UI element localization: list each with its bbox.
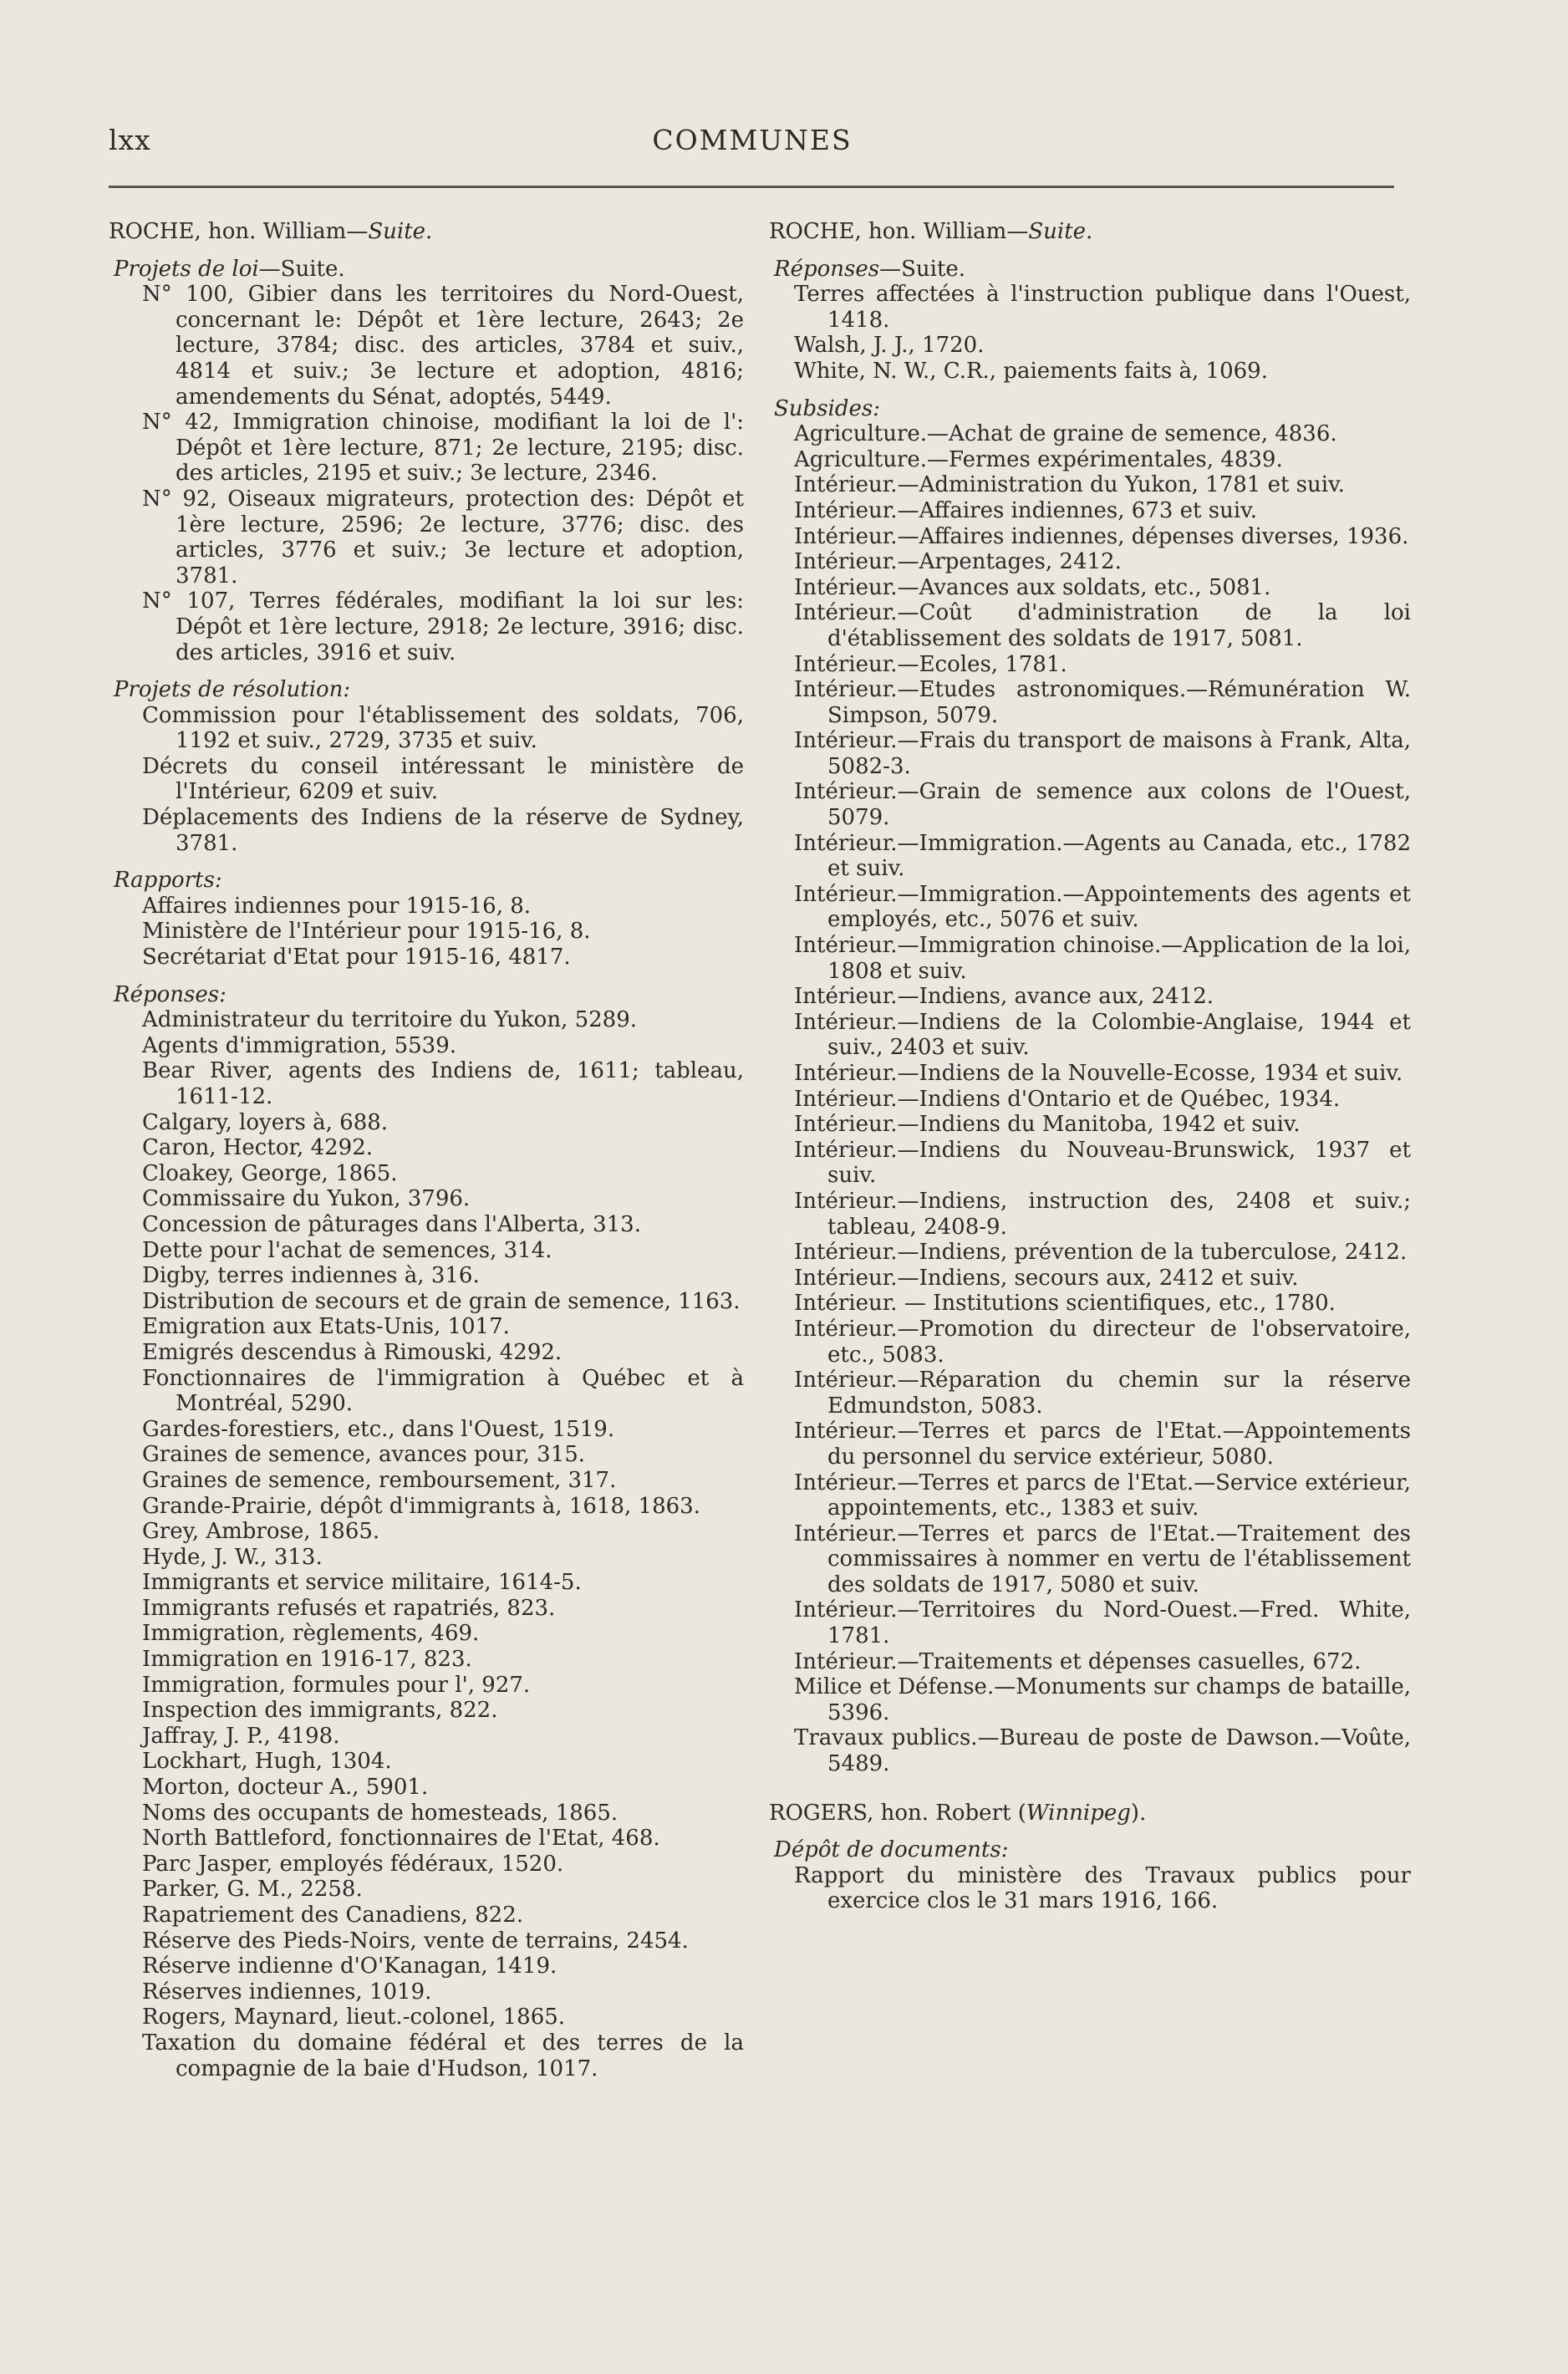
index-entry: Grey, Ambrose, 1865.	[142, 1519, 380, 1545]
index-entry: Emigrés descendus à Rimouski, 4292.	[142, 1339, 563, 1365]
index-entry: Intérieur.—Indiens d'Ontario et de Québec, 1934.	[794, 1086, 1341, 1112]
index-entry: Agriculture.—Fermes expérimentales, 4839.	[794, 446, 1283, 472]
index-entry: Hyde, J. W., 313.	[142, 1544, 323, 1570]
index-entry: Intérieur.—Indiens, instruction des, 2408 et suiv.; tableau, 2408-9.	[794, 1188, 1411, 1240]
index-entry: Intérieur.—Frais du transport de maisons à Frank, Alta, 5082-3.	[794, 728, 1411, 779]
index-entry: Réserve des Pieds-Noirs, vente de terrains, 2454.	[142, 1928, 689, 1954]
index-entry: Morton, docteur A., 5901.	[142, 1775, 429, 1801]
index-entry: Intérieur.—Réparation du chemin sur la réserve Edmundston, 5083.	[794, 1368, 1411, 1419]
index-entry: Intérieur.—Terres et parcs de l'Etat.—Traitement des commissaires à nommer en vertu de l'établissement des soldats de 1917, 5080 et suiv.	[794, 1521, 1411, 1597]
index-entry: Intérieur.—Grain de semence aux colons de l'Ouest, 5079.	[794, 779, 1411, 831]
index-entry: Réserves indiennes, 1019.	[142, 1979, 432, 2005]
index-entry: Intérieur.—Etudes astronomiques.—Rémunération W. Simpson, 5079.	[794, 677, 1411, 728]
index-entry: Intérieur.—Indiens, prévention de la tuberculose, 2412.	[794, 1240, 1408, 1266]
index-entry: Dette pour l'achat de semences, 314.	[142, 1237, 552, 1263]
index-entry: Immigrants et service militaire, 1614-5.	[142, 1570, 582, 1596]
index-entry: N° 100, Gibier dans les territoires du Nord-Ouest, concernant le: Dépôt et 1ère lecture, 2643; 2e lecture, 3784; disc. des articles, 3784 et suiv., 4814 et suiv.; 3e lecture et adoption, 4816; amendements du Sénat, adoptés, 5449.	[142, 282, 744, 410]
section-heading: Dépôt de documents:	[774, 1837, 1009, 1863]
index-entry: Intérieur.—Promotion du directeur de l'observatoire, etc., 5083.	[794, 1316, 1411, 1368]
index-entry: Grande-Prairie, dépôt d'immigrants à, 1618, 1863.	[142, 1493, 700, 1519]
index-entry: Emigration aux Etats-Unis, 1017.	[142, 1314, 510, 1340]
index-entry: Intérieur.—Immigration chinoise.—Application de la loi, 1808 et suiv.	[794, 933, 1411, 984]
index-entry: Walsh, J. J., 1720.	[794, 333, 985, 359]
index-entry: Fonctionnaires de l'immigration à Québec et à Montréal, 5290.	[142, 1365, 744, 1417]
index-entry: Rapatriement des Canadiens, 822.	[142, 1903, 524, 1928]
person-heading-2: ROGERS, hon. Robert (Winnipeg).	[769, 1800, 1147, 1826]
index-entry: North Battleford, fonctionnaires de l'Etat, 468.	[142, 1826, 660, 1852]
index-entry: Terres affectées à l'instruction publique dans l'Ouest, 1418.	[794, 282, 1411, 333]
index-entry: Décrets du conseil intéressant le ministère de l'Intérieur, 6209 et suiv.	[142, 753, 744, 805]
index-entry: Jaffray, J. P., 4198.	[142, 1723, 340, 1749]
index-entry: Intérieur.—Traitements et dépenses casuelles, 672.	[794, 1648, 1362, 1674]
index-entry: Intérieur.—Indiens, secours aux, 2412 et suiv.	[794, 1265, 1299, 1291]
index-entry: Graines de semence, remboursement, 317.	[142, 1467, 617, 1493]
index-entry: N° 107, Terres fédérales, modifiant la loi sur les: Dépôt et 1ère lecture, 2918; 2e lecture, 3916; disc. des articles, 3916 et suiv.	[142, 588, 744, 665]
index-entry: Intérieur.—Territoires du Nord-Ouest.—Fred. White, 1781.	[794, 1597, 1411, 1649]
section-heading: Rapports:	[114, 868, 222, 894]
left-column	[109, 219, 744, 2081]
index-entry: Affaires indiennes pour 1915-16, 8.	[142, 893, 532, 919]
page-header	[109, 124, 1396, 166]
section-heading: Projets de résolution:	[114, 677, 351, 703]
header-rule	[109, 186, 1394, 188]
index-entry: Intérieur.—Indiens de la Colombie-Anglaise, 1944 et suiv., 2403 et suiv.	[794, 1009, 1411, 1061]
index-entry: Agriculture.—Achat de graine de semence, 4836.	[794, 421, 1337, 447]
section-heading: Réponses:	[114, 981, 227, 1007]
index-entry: Graines de semence, avances pour, 315.	[142, 1442, 586, 1468]
section-heading: Projets de loi—Suite.	[114, 256, 345, 282]
page-title: COMMUNES	[652, 124, 853, 156]
index-entry: Noms des occupants de homesteads, 1865.	[142, 1800, 619, 1826]
index-entry: Ministère de l'Intérieur pour 1915-16, 8.	[142, 919, 591, 945]
index-entry: Intérieur.—Indiens de la Nouvelle-Ecosse, 1934 et suiv.	[794, 1061, 1403, 1086]
section-heading: Réponses—Suite.	[774, 256, 966, 282]
index-entry: Intérieur.—Affaires indiennes, 673 et suiv.	[794, 497, 1258, 523]
index-entry: Intérieur. — Institutions scientifiques, etc., 1780.	[794, 1291, 1336, 1317]
index-entry: Taxation du domaine fédéral et des terres de la compagnie de la baie d'Hudson, 1017.	[142, 2030, 744, 2081]
index-entry: Calgary, loyers à, 688.	[142, 1109, 389, 1135]
section-heading: Subsides:	[774, 395, 880, 421]
index-entry: Parker, G. M., 2258.	[142, 1877, 363, 1903]
index-entry: Digby, terres indiennes à, 316.	[142, 1263, 480, 1289]
index-entry: Intérieur.—Indiens du Nouveau-Brunswick, 1937 et suiv.	[794, 1137, 1411, 1189]
index-entry: Intérieur.—Avances aux soldats, etc., 5081.	[794, 574, 1271, 600]
index-entry: White, N. W., C.R., paiements faits à, 1069.	[794, 358, 1268, 384]
index-entry: Intérieur.—Terres et parcs de l'Etat.—Appointements du personnel du service extérieur, 5080.	[794, 1419, 1411, 1470]
index-entry: Immigrants refusés et rapatriés, 823.	[142, 1595, 556, 1621]
index-entry: Intérieur.—Affaires indiennes, dépenses diverses, 1936.	[794, 523, 1409, 549]
index-entry: Commission pour l'établissement des soldats, 706, 1192 et suiv., 2729, 3735 et suiv.	[142, 702, 744, 754]
left-sections	[109, 257, 744, 2082]
person-heading: ROCHE, hon. William—Suite.	[769, 219, 1093, 244]
index-entry: Administrateur du territoire du Yukon, 5289.	[142, 1007, 638, 1033]
index-entry: Travaux publics.—Bureau de poste de Dawson.—Voûte, 5489.	[794, 1725, 1411, 1777]
index-entry: Intérieur.—Coût d'administration de la loi d'établissement des soldats de 1917, 5081.	[794, 600, 1411, 651]
index-entry: Caron, Hector, 4292.	[142, 1135, 374, 1161]
index-entry: Parc Jasper, employés fédéraux, 1520.	[142, 1851, 564, 1877]
index-entry: Inspection des immigrants, 822.	[142, 1698, 498, 1724]
index-entry: Intérieur.—Immigration.—Appointements des agents et employés, etc., 5076 et suiv.	[794, 881, 1411, 933]
index-entry: Cloakey, George, 1865.	[142, 1160, 398, 1186]
index-entry: Gardes-forestiers, etc., dans l'Ouest, 1519.	[142, 1416, 615, 1442]
index-entry: Concession de pâturages dans l'Alberta, 313.	[142, 1211, 641, 1237]
index-entry: Intérieur.—Immigration.—Agents au Canada, etc., 1782 et suiv.	[794, 830, 1411, 882]
index-entry: Distribution de secours et de grain de semence, 1163.	[142, 1288, 741, 1314]
index-entry: Réserve indienne d'O'Kanagan, 1419.	[142, 1954, 557, 1979]
index-entry: Intérieur.—Administration du Yukon, 1781 et suiv.	[794, 472, 1345, 498]
index-entry: Milice et Défense.—Monuments sur champs de bataille, 5396.	[794, 1674, 1411, 1725]
index-entry: Commissaire du Yukon, 3796.	[142, 1186, 471, 1212]
index-entry: Intérieur.—Arpentages, 2412.	[794, 549, 1122, 575]
index-entry: N° 92, Oiseaux migrateurs, protection des: Dépôt et 1ère lecture, 2596; 2e lecture, 3776; disc. des articles, 3776 et suiv.; 3e lecture et adoption, 3781.	[142, 486, 744, 588]
right-sections-2	[769, 1837, 1411, 1914]
index-entry: Déplacements des Indiens de la réserve de Sydney, 3781.	[142, 805, 744, 856]
index-entry: Immigration en 1916-17, 823.	[142, 1647, 472, 1673]
right-column	[769, 219, 1411, 1914]
index-entry: Rogers, Maynard, lieut.-colonel, 1865.	[142, 2005, 566, 2030]
index-entry: Intérieur.—Indiens, avance aux, 2412.	[794, 984, 1214, 1010]
index-entry: Bear River, agents des Indiens de, 1611; tableau, 1611-12.	[142, 1058, 744, 1109]
index-entry: N° 42, Immigration chinoise, modifiant la loi de l': Dépôt et 1ère lecture, 871; 2e lecture, 2195; disc. des articles, 2195 et suiv.; 3e lecture, 2346.	[142, 410, 744, 487]
index-entry: Agents d'immigration, 5539.	[142, 1032, 457, 1058]
right-sections	[769, 257, 1411, 1777]
index-entry: Intérieur.—Terres et parcs de l'Etat.—Service extérieur, appointements, etc., 1383 et suiv.	[794, 1470, 1411, 1521]
index-entry: Lockhart, Hugh, 1304.	[142, 1749, 392, 1775]
page-number: lxx	[109, 124, 151, 156]
index-entry: Intérieur.—Ecoles, 1781.	[794, 651, 1067, 677]
person-heading: ROCHE, hon. William—Suite.	[109, 219, 433, 244]
index-entry: Immigration, règlements, 469.	[142, 1621, 480, 1647]
index-entry: Immigration, formules pour l', 927.	[142, 1672, 531, 1698]
index-entry: Intérieur.—Indiens du Manitoba, 1942 et suiv.	[794, 1112, 1301, 1138]
index-entry: Secrétariat d'Etat pour 1915-16, 4817.	[142, 945, 571, 970]
index-entry: Rapport du ministère des Travaux publics pour exercice clos le 31 mars 1916, 166.	[794, 1862, 1411, 1914]
